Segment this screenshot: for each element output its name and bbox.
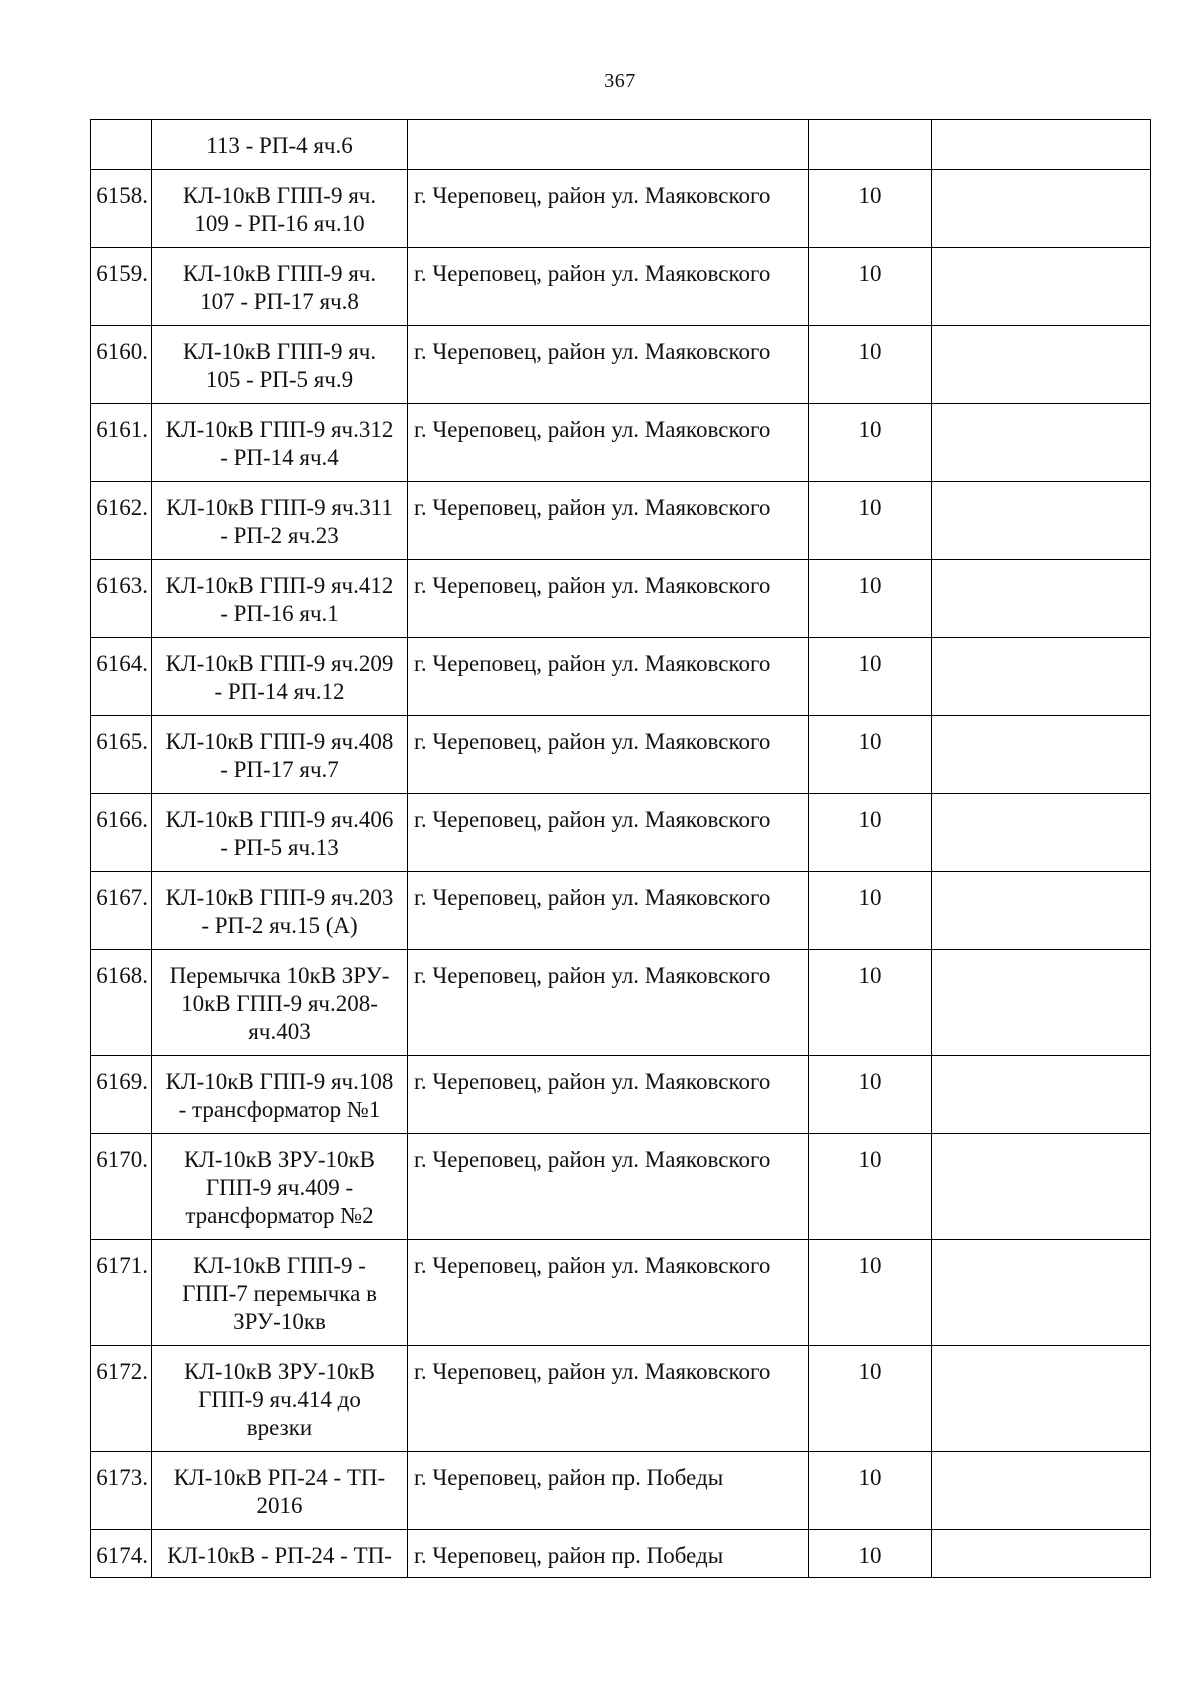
row-number: 6166.	[91, 794, 152, 872]
object-address: г. Череповец, район ул. Маяковского	[408, 1240, 809, 1346]
object-address: г. Череповец, район ул. Маяковского	[408, 404, 809, 482]
empty-cell	[932, 872, 1151, 950]
object-name-line: Перемычка 10кВ ЗРУ-	[169, 963, 390, 988]
empty-cell	[932, 248, 1151, 326]
table-row	[91, 1056, 1151, 1134]
object-name	[152, 638, 408, 716]
empty-cell	[932, 1452, 1151, 1530]
voltage-value: 10	[809, 794, 932, 872]
page-number: 367	[604, 70, 636, 92]
table-row	[91, 120, 1151, 170]
table-row	[91, 794, 1151, 872]
voltage-value: 10	[809, 326, 932, 404]
object-name-line: КЛ-10кВ ГПП-9 яч.311	[166, 495, 393, 520]
voltage-value: 10	[809, 248, 932, 326]
object-name-line: ГПП-9 яч.414 до	[198, 1387, 361, 1412]
row-number: 6174.	[91, 1530, 152, 1578]
object-name-line: 10кВ ГПП-9 яч.208-	[181, 991, 378, 1016]
voltage-value: 10	[809, 950, 932, 1056]
voltage-value: 10	[809, 404, 932, 482]
object-name-line: КЛ-10кВ ГПП-9 яч.	[182, 339, 377, 364]
object-address: г. Череповец, район пр. Победы	[408, 1452, 809, 1530]
object-name-line: 105 - РП-5 яч.9	[205, 367, 354, 392]
empty-cell	[932, 950, 1151, 1056]
row-number: 6170.	[91, 1134, 152, 1240]
object-name	[152, 326, 408, 404]
row-number: 6162.	[91, 482, 152, 560]
voltage-value: 10	[809, 1346, 932, 1452]
object-name	[152, 950, 408, 1056]
object-name	[152, 170, 408, 248]
object-address: г. Череповец, район ул. Маяковского	[408, 872, 809, 950]
row-number: 6167.	[91, 872, 152, 950]
empty-cell	[932, 1240, 1151, 1346]
empty-cell	[932, 482, 1151, 560]
table-row	[91, 560, 1151, 638]
object-name	[152, 1134, 408, 1240]
object-address: г. Череповец, район ул. Маяковского	[408, 1346, 809, 1452]
table-row	[91, 716, 1151, 794]
object-name-line: 113 - РП-4 яч.6	[206, 133, 353, 158]
empty-cell	[932, 1134, 1151, 1240]
object-name	[152, 248, 408, 326]
row-number: 6163.	[91, 560, 152, 638]
object-name-line: 107 - РП-17 яч.8	[200, 289, 359, 314]
object-name-line: трансформатор №2	[185, 1203, 374, 1228]
object-name-line: КЛ-10кВ ГПП-9 яч.406	[165, 807, 394, 832]
object-name-line: КЛ-10кВ ГПП-9 -	[193, 1253, 366, 1278]
empty-cell	[932, 1056, 1151, 1134]
voltage-value: 10	[809, 1452, 932, 1530]
object-name	[152, 120, 408, 170]
voltage-value: 10	[809, 872, 932, 950]
object-name-line: - трансформатор №1	[178, 1097, 381, 1122]
voltage-value: 10	[809, 1240, 932, 1346]
voltage-value: 10	[809, 1530, 932, 1578]
table-row	[91, 1530, 1151, 1578]
object-name-line: ЗРУ-10кв	[233, 1309, 326, 1334]
empty-cell	[932, 1346, 1151, 1452]
object-name-line: - РП-2 яч.23	[220, 523, 339, 548]
object-address	[408, 120, 809, 170]
row-number: 6173.	[91, 1452, 152, 1530]
object-name	[152, 716, 408, 794]
table-row	[91, 1346, 1151, 1452]
row-number: 6159.	[91, 248, 152, 326]
object-name-line: КЛ-10кВ ГПП-9 яч.203	[165, 885, 394, 910]
object-name-line: 109 - РП-16 яч.10	[194, 211, 365, 236]
object-address: г. Череповец, район ул. Маяковского	[408, 638, 809, 716]
voltage-value: 10	[809, 1134, 932, 1240]
empty-cell	[932, 120, 1151, 170]
object-address: г. Череповец, район ул. Маяковского	[408, 950, 809, 1056]
object-name	[152, 1240, 408, 1346]
object-name-line: КЛ-10кВ ГПП-9 яч.	[182, 261, 377, 286]
object-name-line: - РП-17 яч.7	[220, 757, 339, 782]
object-name-line: КЛ-10кВ ГПП-9 яч.312	[165, 417, 394, 442]
object-name	[152, 1346, 408, 1452]
voltage-value: 10	[809, 716, 932, 794]
object-name-line: - РП-14 яч.4	[220, 445, 339, 470]
object-name	[152, 1452, 408, 1530]
row-number: 6160.	[91, 326, 152, 404]
object-name	[152, 794, 408, 872]
object-address: г. Череповец, район ул. Маяковского	[408, 248, 809, 326]
object-name-line: - РП-16 яч.1	[220, 601, 339, 626]
object-name-line: врезки	[246, 1415, 313, 1440]
empty-cell	[932, 638, 1151, 716]
empty-cell	[932, 560, 1151, 638]
object-address: г. Череповец, район ул. Маяковского	[408, 1134, 809, 1240]
object-name-line: КЛ-10кВ - РП-24 - ТП-	[167, 1543, 392, 1568]
object-name-line: 2016	[256, 1493, 303, 1518]
table-row	[91, 1134, 1151, 1240]
table-row	[91, 170, 1151, 248]
object-name	[152, 1530, 408, 1578]
registry-table-body	[91, 120, 1151, 1578]
table-row	[91, 1240, 1151, 1346]
object-name-line: КЛ-10кВ ЗРУ-10кВ	[183, 1147, 376, 1172]
object-name-line: КЛ-10кВ РП-24 - ТП-	[173, 1465, 386, 1490]
row-number: 6161.	[91, 404, 152, 482]
table-row	[91, 482, 1151, 560]
object-name-line: - РП-14 яч.12	[214, 679, 345, 704]
empty-cell	[932, 1530, 1151, 1578]
row-number: 6169.	[91, 1056, 152, 1134]
object-address: г. Череповец, район ул. Маяковского	[408, 326, 809, 404]
table-row	[91, 638, 1151, 716]
object-address: г. Череповец, район ул. Маяковского	[408, 482, 809, 560]
object-address: г. Череповец, район пр. Победы	[408, 1530, 809, 1578]
table-row	[91, 950, 1151, 1056]
object-name	[152, 560, 408, 638]
registry-table	[90, 119, 1151, 1578]
row-number	[91, 120, 152, 170]
object-name-line: - РП-5 яч.13	[220, 835, 339, 860]
row-number: 6158.	[91, 170, 152, 248]
object-address: г. Череповец, район ул. Маяковского	[408, 1056, 809, 1134]
table-row	[91, 872, 1151, 950]
object-name	[152, 872, 408, 950]
object-address: г. Череповец, район ул. Маяковского	[408, 794, 809, 872]
empty-cell	[932, 170, 1151, 248]
object-name-line: ГПП-9 яч.409 -	[205, 1175, 354, 1200]
object-name-line: КЛ-10кВ ЗРУ-10кВ	[183, 1359, 376, 1384]
row-number: 6165.	[91, 716, 152, 794]
empty-cell	[932, 404, 1151, 482]
row-number: 6164.	[91, 638, 152, 716]
object-name-line: КЛ-10кВ ГПП-9 яч.408	[165, 729, 394, 754]
object-name-line: яч.403	[248, 1019, 311, 1044]
object-address: г. Череповец, район ул. Маяковского	[408, 716, 809, 794]
empty-cell	[932, 326, 1151, 404]
table-row	[91, 326, 1151, 404]
object-name	[152, 404, 408, 482]
voltage-value: 10	[809, 170, 932, 248]
table-row	[91, 1452, 1151, 1530]
object-name	[152, 1056, 408, 1134]
object-name	[152, 482, 408, 560]
empty-cell	[932, 716, 1151, 794]
object-name-line: КЛ-10кВ ГПП-9 яч.209	[165, 651, 394, 676]
object-name-line: КЛ-10кВ ГПП-9 яч.	[182, 183, 377, 208]
table-row	[91, 248, 1151, 326]
object-name-line: КЛ-10кВ ГПП-9 яч.108	[165, 1069, 394, 1094]
object-name-line: - РП-2 яч.15 (А)	[201, 913, 358, 938]
voltage-value: 10	[809, 482, 932, 560]
row-number: 6172.	[91, 1346, 152, 1452]
empty-cell	[932, 794, 1151, 872]
table-row	[91, 404, 1151, 482]
object-name-line: ГПП-7 перемычка в	[182, 1281, 377, 1306]
row-number: 6171.	[91, 1240, 152, 1346]
object-address: г. Череповец, район ул. Маяковского	[408, 170, 809, 248]
row-number: 6168.	[91, 950, 152, 1056]
voltage-value: 10	[809, 560, 932, 638]
voltage-value: 10	[809, 1056, 932, 1134]
object-address: г. Череповец, район ул. Маяковского	[408, 560, 809, 638]
voltage-value: 10	[809, 638, 932, 716]
voltage-value	[809, 120, 932, 170]
object-name-line: КЛ-10кВ ГПП-9 яч.412	[165, 573, 394, 598]
